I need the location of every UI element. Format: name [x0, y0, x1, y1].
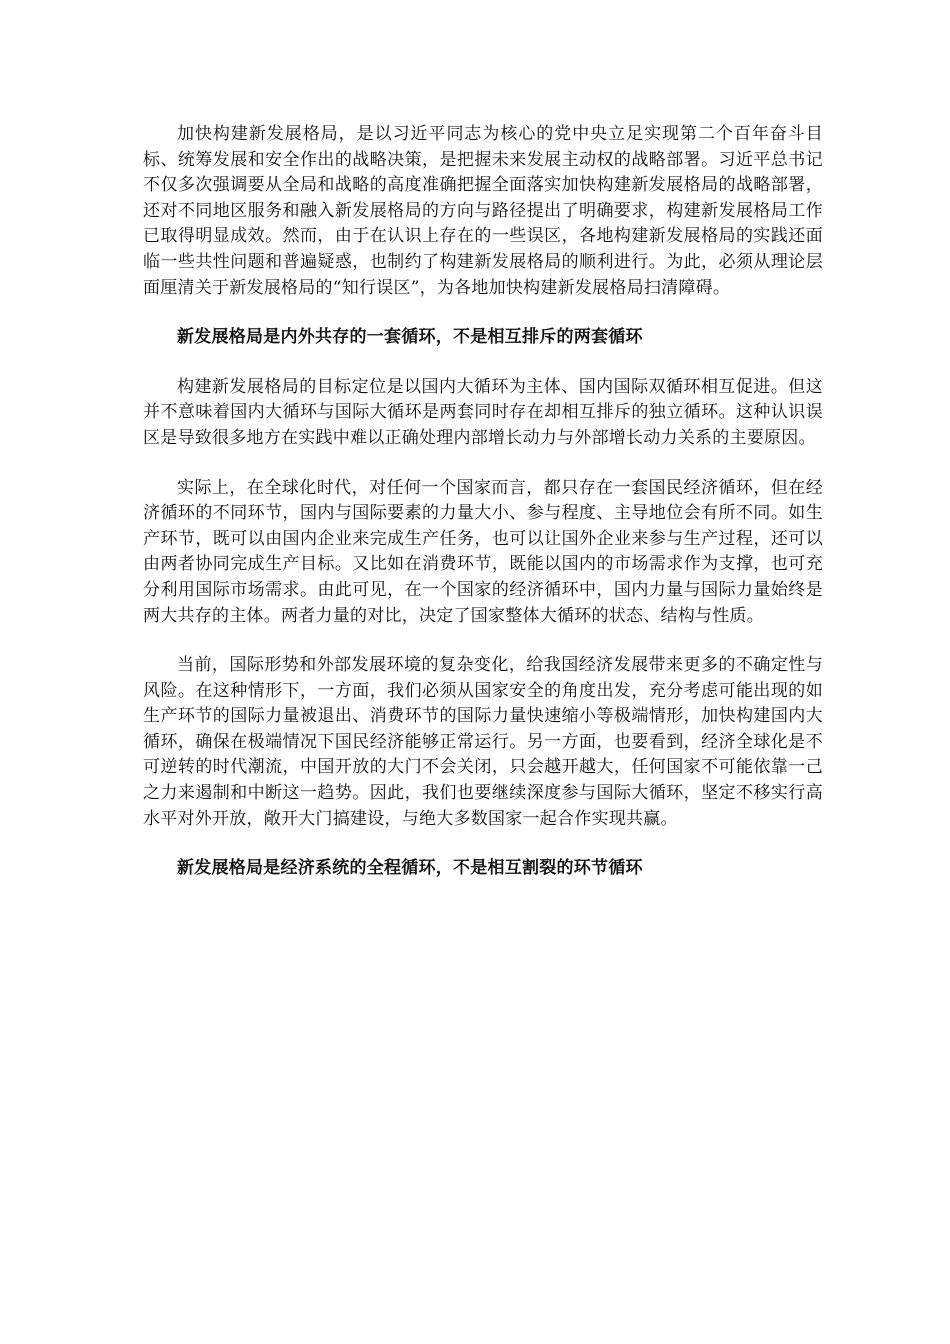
- section-1-paragraph-1: 构建新发展格局的目标定位是以国内大循环为主体、国内国际双循环相互促进。但这并不意味着国内大循环与国际大循环是两套同时存在却相互排斥的独立循环。这种认识误区是导致很多地方在实践中难以正确处理内部增长动力与外部增长动力关系的主要原因。: [143, 376, 823, 448]
- section-1-paragraph-2: 实际上，在全球化时代，对任何一个国家而言，都只存在一套国民经济循环，但在经济循环的不同环节，国内与国际要素的力量大小、参与程度、主导地位会有所不同。如生产环节，既可以由国内企业来完成生产任务，也可以让国外企业来参与生产过程，还可以由两者协同完成生产目标。又比如在消费环节，既能以国内的市场需求作为支撑，也可充分利用国际市场需求。由此可见，在一个国家的经济循环中，国内力量与国际力量始终是两大共存的主体。两者力量的对比，决定了国家整体大循环的状态、结构与性质。: [143, 477, 823, 626]
- section-heading-1: 新发展格局是内外共存的一套循环，不是相互排斥的两套循环: [177, 327, 643, 348]
- section-1-paragraph-3: 当前，国际形势和外部发展环境的复杂变化，给我国经济发展带来更多的不确定性与风险。在这种情形下，一方面，我们必须从国家安全的角度出发，充分考虑可能出现的如生产环节的国际力量被退出、消费环节的国际力量快速缩小等极端情形，加快构建国内大循环，确保在极端情况下国民经济能够正常运行。另一方面，也要看到，经济全球化是不可逆转的时代潮流，中国开放的大门不会关闭，只会越开越大，任何国家不可能依靠一己之力来遏制和中断这一趋势。因此，我们也要继续深度参与国际大循环，坚定不移实行高水平对外开放，敞开大门搞建设，与绝大多数国家一起合作实现共赢。: [143, 655, 823, 829]
- section-heading-2: 新发展格局是经济系统的全程循环，不是相互割裂的环节循环: [177, 858, 643, 879]
- article-body: [143, 122, 823, 906]
- intro-paragraph: 加快构建新发展格局，是以习近平同志为核心的党中央立足实现第二个百年奋斗目标、统筹发展和安全作出的战略决策，是把握未来发展主动权的战略部署。习近平总书记不仅多次强调要从全局和战略的高度准确把握全面落实加快构建新发展格局的战略部署，还对不同地区服务和融入新发展格局的方向与路径提出了明确要求，构建新发展格局工作已取得明显成效。然而，由于在认识上存在的一些误区，各地构建新发展格局的实践还面临一些共性问题和普遍疑惑，也制约了构建新发展格局的顺利进行。为此，必须从理论层面厘清关于新发展格局的“知行误区”，为各地加快构建新发展格局扫清障碍。: [143, 124, 823, 298]
